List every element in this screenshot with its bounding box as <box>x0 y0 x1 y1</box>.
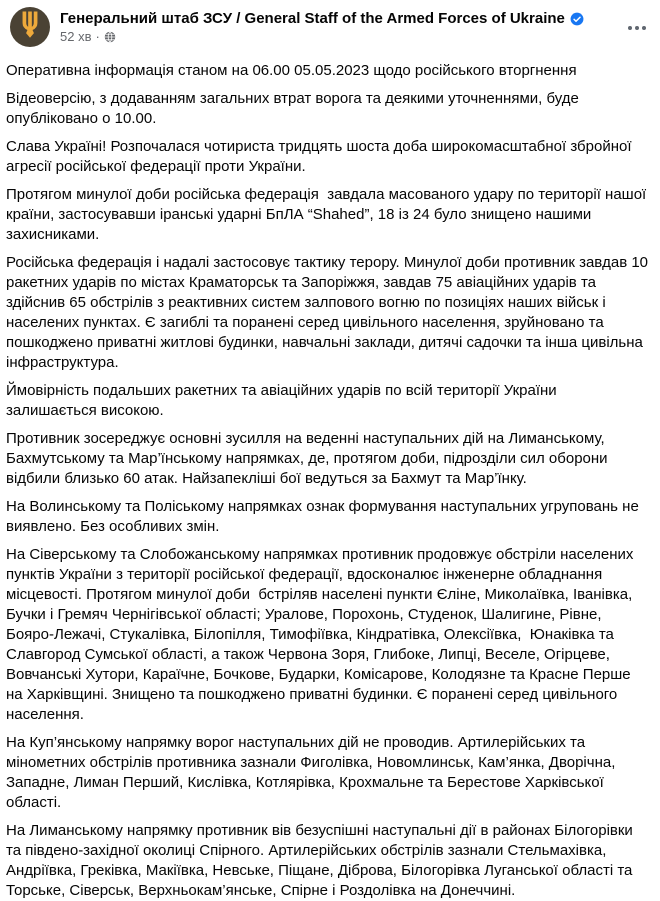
dot-icon <box>642 26 646 30</box>
post-paragraph: Протягом минулої доби російська федерація завдала масованого удару по території нашої країни, застосувавши іранські ударні БпЛА “Shahed”, 18 із 24 було знищено нашими захисниками. <box>6 186 651 243</box>
post-paragraph: Ймовірність подальших ракетних та авіаційних ударів по всій території України залишається високою. <box>6 382 561 419</box>
post-paragraph: Російська федерація і надалі застосовує тактику терору. Минулої доби противник завдав 10 ракетних ударів по містах Краматорськ та Запоріжжя, завдав 75 авіаційних ударів та здійснив 65 обстрілів з реактивних систем залпового вогню по позиціях наших військ і населених пунктах. Є загиблі та поранені серед цивільного населення, зруйновано та пошкоджено приватні житлові будинки, навчальні заклади, дитячі садочки та інша цивільна інфраструктура. <box>6 254 653 371</box>
post-paragraph: Противник зосереджує основні зусилля на веденні наступальних дій на Лиманському, Бахмутському та Мар’їнському напрямках, де, протягом доби, підрозділи сил оборони відбили близько 60 атак. Найзапекліші бої ведуться за Бахмут та Мар’їнку. <box>6 430 612 487</box>
post-paragraph: На Лиманському напрямку противник вів безуспішні наступальні дії в районах Білогорівки та південо-західної околиці Спірного. Артилерійських обстрілів зазнали Стельмахівка, Андріївка, Греківка, Макіївка, Невське, Піщане, Діброва, Білогорівка Луганської області та Торське, Сіверськ, Верхньокам’янське, Спірне і Роздолівка на Донеччині. <box>6 822 637 899</box>
post-paragraph: Оперативна інформація станом на 06.00 05.05.2023 щодо російського вторгнення <box>6 62 577 79</box>
meta-separator: · <box>95 29 100 44</box>
post-paragraph: Відеоверсію, з додаванням загальних втрат ворога та деякими уточненнями, буде опубліковано о 10.00. <box>6 90 584 127</box>
more-options-button[interactable] <box>624 22 650 34</box>
header-text <box>60 9 584 45</box>
verified-badge-icon <box>570 12 584 26</box>
page-name-row <box>60 9 584 28</box>
post-paragraph: На Волинському та Поліському напрямках ознак формування наступальних угруповань не виявлено. Без особливих змін. <box>6 498 643 535</box>
post-content <box>0 53 660 901</box>
globe-icon <box>104 31 116 43</box>
post-paragraph: На Куп’янському напрямку ворог наступальних дій не проводив. Артилерійських та мінометних обстрілів противника зазнали Фиголівка, Новомлинськ, Кам’янка, Дворічна, Западне, Лиман Перший, Кислівка, Котлярівка, Крохмальне та Берестове Харківської області. <box>6 734 620 811</box>
timestamp-link[interactable]: 52 хв <box>60 29 92 44</box>
trident-icon <box>19 11 41 44</box>
page-name-link[interactable]: Генеральний штаб ЗСУ / General Staff of the Armed Forces of Ukraine <box>60 10 565 27</box>
page-avatar[interactable] <box>10 7 50 47</box>
dot-icon <box>628 26 632 30</box>
post-paragraph: Слава Україні! Розпочалася чотириста тридцять шоста доба широкомасштабної збройної агресії російської федерації проти України. <box>6 138 636 175</box>
dot-icon <box>635 26 639 30</box>
post-paragraph: На Сіверському та Слобожанському напрямках противник продовжує обстріли населених пунктів України з території російської федерації, вдосконалює інженерне обладнання місцевості. Протягом минулої доби бстріляв населені пункти Єліне, Миколаївка, Іванівка, Бучки і Гремяч Чернігівської області; Уралове, Порохонь, Студенок, Шалигине, Рівне, Бояро-Лежачі, Стукалівка, Білопілля, Тимофіївка, Кіндратівка, Олексіївка, Юнаківка та Славгород Сумської області, а також Червона Зоря, Глибоке, Липці, Веселе, Огірцеве, Вовчанські Хутори, Караїчне, Бочкове, Бударки, Комісарове, Колодязне та Красне Перше на Харківщині. Знищено та пошкоджено приватні будинки. Є поранені серед цивільного населення. <box>6 546 638 723</box>
post-header <box>0 0 660 53</box>
post-meta-row <box>60 29 584 45</box>
